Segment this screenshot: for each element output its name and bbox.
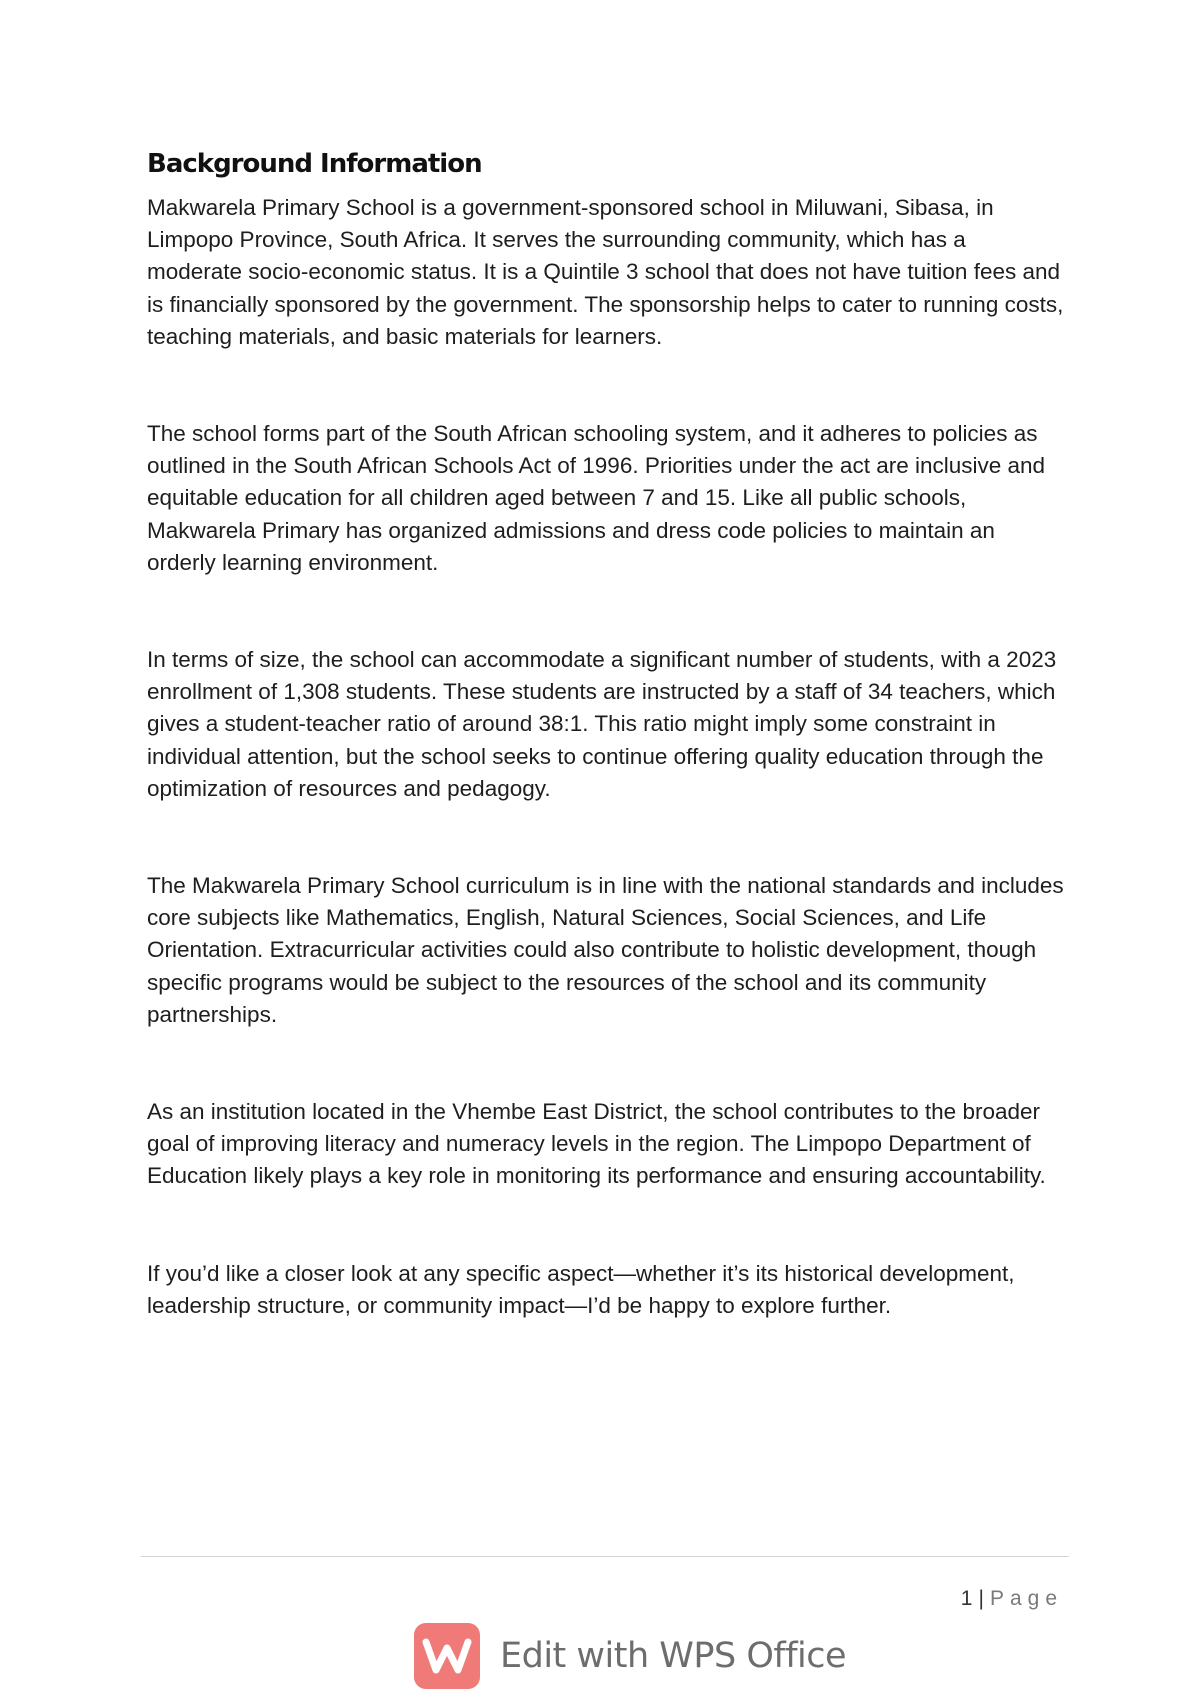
paragraph-2: The school forms part of the South African schooling system, and it adheres to policies as outlined in the South African Schools Act of 1996. Priorities under the act are inclusive and equitable education for all children aged between 7 and 15. Like all public schools, Makwarela Primary has organized admissions and dress code policies to maintain an orderly learning environment. bbox=[147, 421, 1046, 575]
page-number: 1 bbox=[960, 1587, 973, 1610]
paragraph-3: In terms of size, the school can accommodate a significant number of students, with a 2023 enrollment of 1,308 students. These students are instructed by a staff of 34 teachers, which gives a student-teacher ratio of around 38:1. This ratio might imply some constraint in individual attention, but the school seeks to continue offering quality education through the optimization of resources and pedagogy. bbox=[147, 647, 1057, 801]
page-label: Page bbox=[989, 1587, 1063, 1610]
wps-logo-icon bbox=[414, 1623, 480, 1689]
footer-divider bbox=[141, 1556, 1069, 1557]
wps-edit-label[interactable]: Edit with WPS Office bbox=[500, 1636, 847, 1676]
paragraph-6: If you’d like a closer look at any specific aspect—whether it’s its historical development, leadership structure, or community impact—I’d be happy to explore further. bbox=[147, 1260, 1015, 1318]
page-separator: | bbox=[978, 1587, 984, 1610]
document-body bbox=[147, 146, 1067, 1387]
wps-w-glyph-icon bbox=[422, 1636, 472, 1676]
paragraph-5: As an institution located in the Vhembe East District, the school contributes to the broader goal of improving literacy and numeracy levels in the region. The Limpopo Department of Education likely plays a key role in monitoring its performance and ensuring accountability. bbox=[147, 1099, 1046, 1189]
paragraph-4: The Makwarela Primary School curriculum is in line with the national standards and includes core subjects like Mathematics, English, Natural Sciences, Social Sciences, and Life Orientation. Extracurricular activities could also contribute to holistic development, though specific programs would be subject to the resources of the school and its community partnerships. bbox=[147, 873, 1064, 1027]
wps-edit-banner[interactable] bbox=[414, 1622, 846, 1690]
section-heading: Background Information bbox=[147, 149, 482, 179]
page-number-footer bbox=[961, 1587, 1063, 1611]
paragraph-1: Makwarela Primary School is a government-sponsored school in Miluwani, Sibasa, in Limpopo Province, South Africa. It serves the surrounding community, which has a moderate socio-economic status. It is a Quintile 3 school that does not have tuition fees and is financially sponsored by the government. The sponsorship helps to cater to running costs, teaching materials, and basic materials for learners. bbox=[147, 195, 1064, 349]
